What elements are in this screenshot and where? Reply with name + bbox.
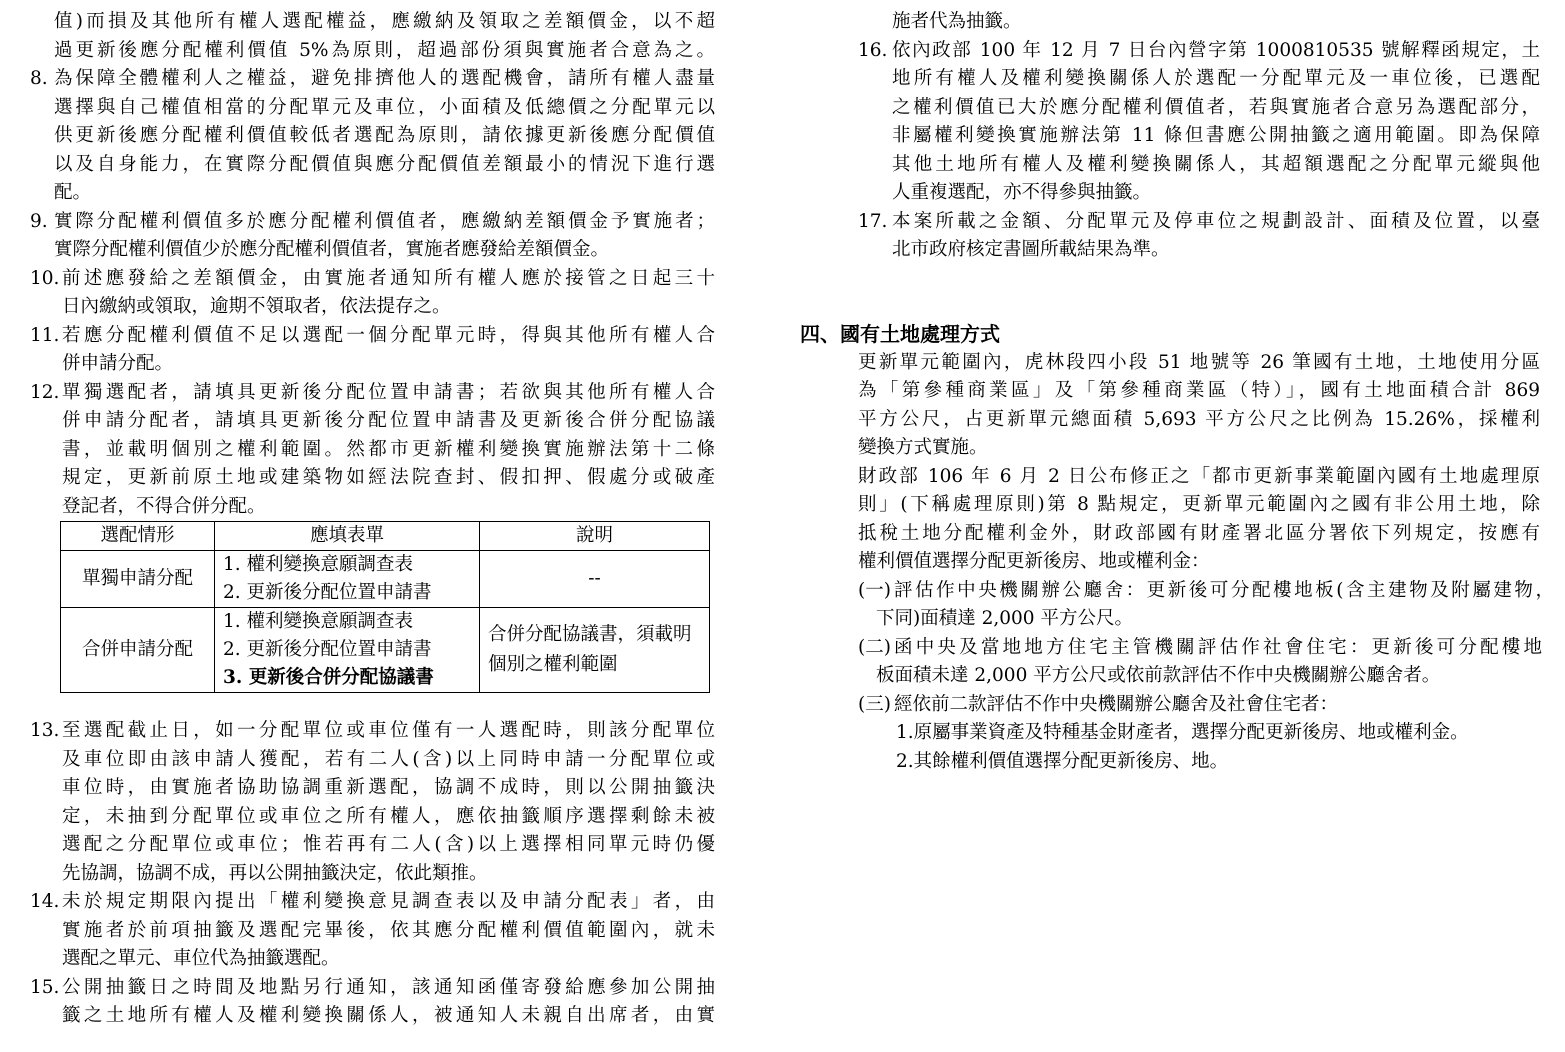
table-header: 說明 (480, 522, 710, 551)
sub-sub-item: 2.其餘權利價值選擇分配更新後房、地。 (896, 750, 1229, 772)
item-number: 15. (30, 976, 60, 998)
item-number: 14. (30, 891, 60, 912)
text-line: 實際分配權利價值多於應分配權利價值者，應繳納差額價金予實施者； (54, 210, 715, 232)
item-number: 11. (30, 324, 60, 346)
text-line: 日內繳納或領取，逾期不領取者，依法提存之。 (62, 296, 451, 317)
form-item: 2. 更新後分配位置申請書 (223, 639, 432, 660)
text-line: 下同)面積達 2,000 平方公尺。 (876, 608, 1133, 629)
text-line: 車位時，由實施者協助協調重新選配，協調不成時，則以公開抽籤決 (62, 777, 715, 798)
text-line: 板面積未達 2,000 平方公尺或依前款評估不作中央機關辦公廳舍者。 (876, 665, 1441, 686)
allocation-table (60, 521, 710, 693)
text-line: 依內政部 100 年 12 月 7 日台內營字第 1000810535 號解釋函規定，土 (892, 39, 1540, 61)
sub-item-number: (一) (858, 579, 891, 601)
form-item: 3. 更新後合併分配協議書 (223, 667, 434, 688)
text-line: 單獨選配者，請填具更新後分配位置申請書；若欲與其他所有權人合 (62, 381, 715, 403)
text-line: 人重複選配，亦不得參與抽籤。 (892, 182, 1152, 203)
text-line: 至選配截止日，如一分配單位或車位僅有一人選配時，則該分配單位 (62, 720, 715, 741)
list-item-13 (30, 717, 715, 888)
text-line: 評估作中央機關辦公廳舍：更新後可分配樓地板(含主建物及附屬建物， (894, 579, 1554, 601)
sub-item-1 (800, 577, 1560, 634)
text-line: 施者代為抽籤。 (892, 11, 1022, 32)
text-line: 選擇與自己權值相當的分配單元及車位，小面積及低總價之分配單元以 (54, 96, 715, 118)
text-line: 規定，更新前原土地或建築物如經法院查封、假扣押、假處分或破產 (62, 467, 715, 488)
form-item: 1. 權利變換意願調查表 (223, 554, 414, 575)
text-line: 登記者，不得合併分配。 (62, 495, 266, 517)
table-cell: -- (480, 551, 710, 608)
sub-sub-item: 1.原屬事業資產及特種基金財產者，選擇分配更新後房、地或權利金。 (896, 722, 1469, 743)
sub-item-2 (800, 634, 1560, 691)
text-line: 實際分配權利價值少於應分配權利價值者，實施者應發給差額價金。 (54, 239, 610, 260)
sub-item-number: (二) (858, 636, 891, 658)
item-number: 8. (30, 68, 48, 89)
text-line: 為「第參種商業區」及「第參種商業區（特）」，國有土地面積合計 869 (858, 380, 1540, 401)
text-line: 函中央及當地地方住宅主管機關評估作社會住宅：更新後可分配樓地 (894, 636, 1542, 658)
text-line: 未於規定期限內提出「權利變換意見調查表以及申請分配表」者，由 (62, 891, 715, 912)
text-line: 其他土地所有權人及權利變換關係人，其超額選配之分配單元縱與他 (892, 153, 1540, 175)
table-cell: 合併分配協議書，須載明個別之權利範圍 (480, 608, 710, 693)
table-row (61, 608, 710, 693)
text-line: 及車位即由該申請人獲配，若有二人(含)以上同時申請一分配單位或 (62, 748, 715, 770)
text-line: 以及自身能力，在實際分配價值與應分配價值差額最小的情況下進行選 (54, 153, 715, 175)
paragraph (858, 349, 1540, 463)
text-line: 平方公尺，占更新單元總面積 5,693 平方公尺之比例為 15.26%，採權利 (858, 408, 1540, 430)
item-number: 9. (30, 210, 48, 232)
text-line: 定，未抽到分配單位或車位之所有權人，應依抽籤順序選擇剩餘未被 (62, 805, 715, 827)
text-line: 權利價值選擇分配更新後房、地或權利金： (858, 551, 1210, 572)
list-item-15 (30, 974, 715, 1031)
left-column (30, 8, 715, 1031)
text-line: 選配之單元、車位代為抽籤選配。 (62, 948, 340, 969)
text-line: 值)而損及其他所有權人選配權益，應繳納及領取之差額價金，以不超 (54, 11, 715, 32)
text-line: 變換方式實施。 (858, 437, 988, 458)
list-item-9 (30, 208, 715, 265)
table-header-row (61, 522, 710, 551)
list-item-10 (30, 265, 715, 322)
text-line: 更新單元範圍內，虎林段四小段 51 地號等 26 筆國有土地，土地使用分區 (858, 351, 1540, 373)
text-line: 非屬權利變換實施辦法第 11 條但書應公開抽籤之適用範圍。即為保障 (892, 125, 1540, 146)
list-item-8 (30, 65, 715, 208)
text-line: 書，並載明個別之權利範圍。然都市更新權利變換實施辦法第十二條 (62, 438, 715, 460)
sub-sub-list (896, 719, 1560, 776)
text-line: 實施者於前項抽籤及選配完畢後，依其應分配權利價值範圍內，就未 (62, 919, 715, 941)
list-item-11 (30, 322, 715, 379)
text-line: 併申請分配。 (62, 353, 174, 374)
sub-item-number: (三) (858, 693, 891, 715)
text-line: 供更新後應分配權利價值較低者選配為原則，請依據更新後應分配價值 (54, 125, 715, 146)
text-line: 若應分配權利價值不足以選配一個分配單元時，得與其他所有權人合 (62, 324, 715, 346)
text-line: 併申請分配者，請填具更新後分配位置申請書及更新後合併分配協議 (62, 410, 715, 431)
text-line: 抵稅土地分配權利金外，財政部國有財產署北區分署依下列規定，按應有 (858, 522, 1540, 544)
text-line: 地所有權人及權利變換關係人於選配一分配單元及一車位後，已選配 (892, 68, 1540, 89)
table-header: 應填表單 (215, 522, 480, 551)
list-item-14 (30, 888, 715, 974)
text-line: 公開抽籤日之時間及地點另行通知，該通知函僅寄發給應參加公開抽 (62, 976, 715, 998)
text-line: 經依前二款評估不作中央機關辦公廳舍及社會住宅者： (894, 693, 1339, 715)
item-number: 17. (858, 210, 888, 232)
paragraph (858, 463, 1540, 577)
table-cell: 合併申請分配 (61, 608, 215, 693)
table-row (61, 551, 710, 608)
sub-item-3 (800, 691, 1560, 720)
text-line: 之權利價值已大於應分配權利價值者，若與實施者合意另為選配部分， (892, 96, 1540, 118)
text-line: 過更新後應分配權利價值 5%為原則，超過部份須與實施者合意為之。 (54, 39, 715, 61)
form-item: 2. 更新後分配位置申請書 (223, 582, 432, 603)
text-line: 則」(下稱處理原則)第 8 點規定，更新單元範圍內之國有非公用土地，除 (858, 494, 1540, 515)
list-item-17 (858, 208, 1560, 265)
text-line: 選配之分配單位或車位；惟若再有二人(含)以上選擇相同單元時仍優 (62, 834, 715, 855)
table-cell (215, 551, 480, 608)
item-number: 16. (858, 39, 888, 61)
text-line: 前述應發給之差額價金，由實施者通知所有權人應於接管之日起三十 (62, 267, 715, 289)
table-header: 選配情形 (61, 522, 215, 551)
list-item-15-continued (800, 8, 1560, 37)
list-item-16 (858, 37, 1560, 208)
item-number: 10. (30, 267, 60, 289)
text-line: 為保障全體權利人之權益，避免排擠他人的選配機會，請所有權人盡量 (54, 68, 715, 89)
section-title: 四、國有土地處理方式 (800, 321, 1000, 346)
text-line: 北市政府核定書圖所載結果為準。 (892, 239, 1170, 260)
text-line: 配。 (54, 182, 92, 203)
table-cell: 單獨申請分配 (61, 551, 215, 608)
text-line: 財政部 106 年 6 月 2 日公布修正之「都市更新事業範圍內國有土地處理原 (858, 465, 1540, 487)
list-item-12 (30, 379, 715, 522)
table-cell (215, 608, 480, 693)
text-line: 本案所載之金額、分配單元及停車位之規劃設計、面積及位置，以臺 (892, 210, 1540, 232)
form-item: 1. 權利變換意願調查表 (223, 611, 414, 632)
item-number: 13. (30, 720, 60, 741)
item-number: 12. (30, 381, 60, 403)
right-column (800, 8, 1560, 776)
list-item-7-continued (30, 8, 715, 65)
text-line: 籤之土地所有權人及權利變換關係人，被通知人未親自出席者，由實 (62, 1005, 715, 1026)
text-line: 先協調，協調不成，再以公開抽籤決定，依此類推。 (62, 862, 488, 884)
